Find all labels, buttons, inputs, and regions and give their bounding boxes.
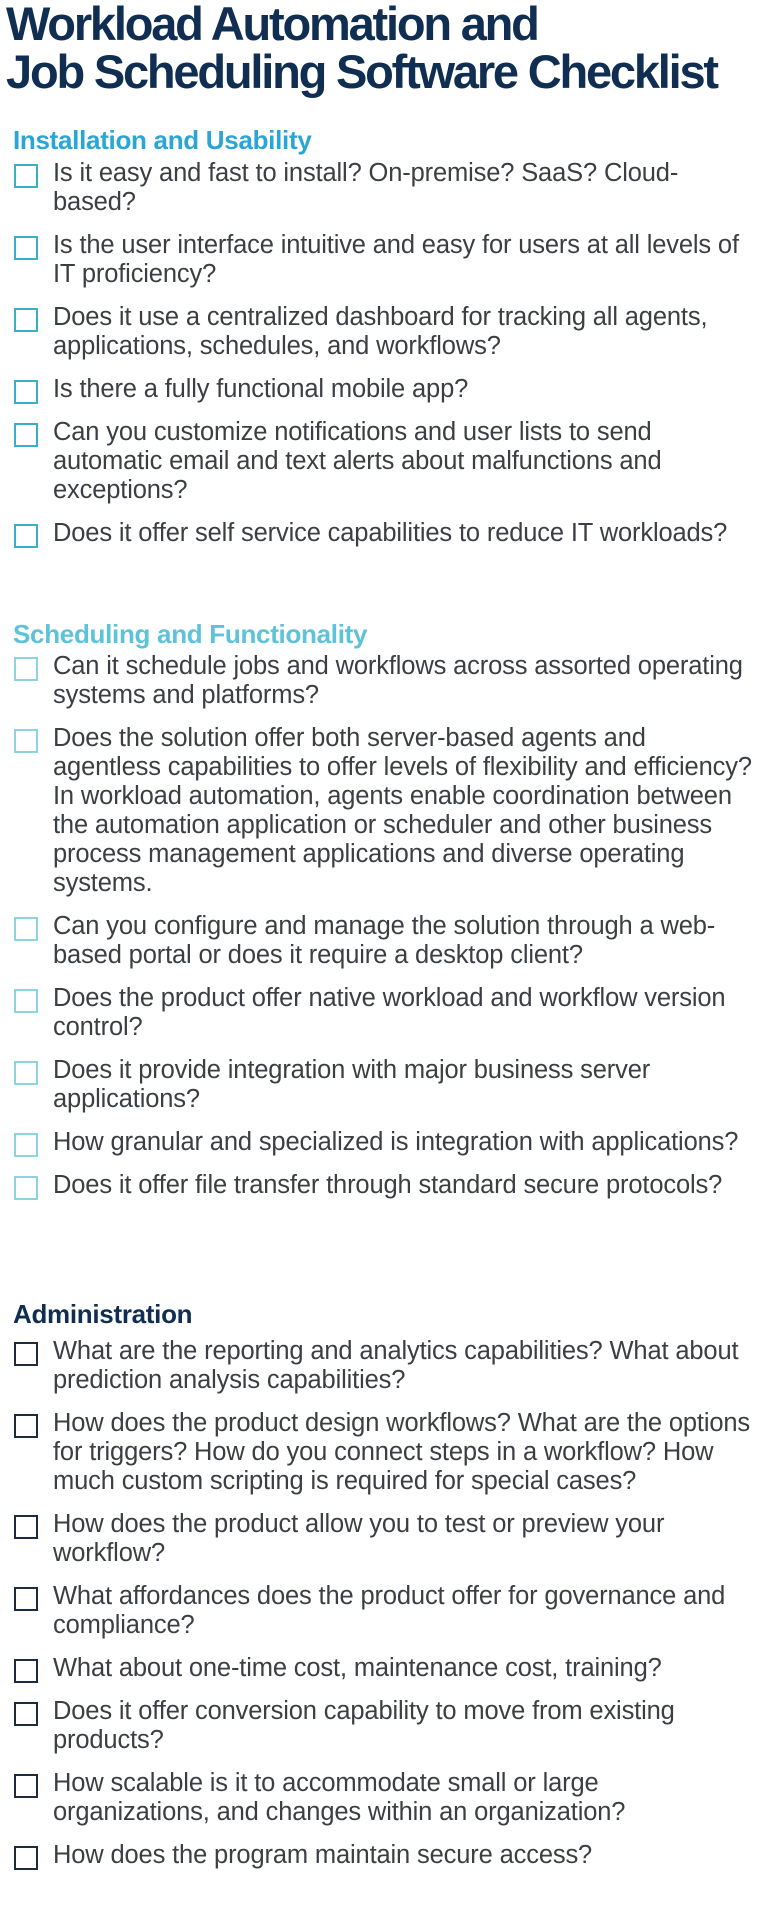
checklist-item <box>0 1128 758 1157</box>
checklist-item-text: Does the solution offer both server-based agents and agentless capabilities to offer levels of flexibility and efficiency? In workload automation, agents enable coordination between the automation application or scheduler and other business process management applications and diverse operating systems. <box>53 724 752 897</box>
section-scheduling-functionality <box>0 619 758 1200</box>
checklist-item-text: How does the product design workflows? What are the options for triggers? How do you connect steps in a workflow? How much custom scripting is required for special cases? <box>53 1409 751 1495</box>
checklist-item-text: What affordances does the product offer for governance and compliance? <box>53 1582 726 1639</box>
checklist-item <box>0 912 758 970</box>
checklist-item <box>0 231 758 289</box>
checkbox[interactable] <box>14 380 38 404</box>
section-heading: Administration <box>13 1299 193 1329</box>
checklist-item-text: Can it schedule jobs and workflows across assorted operating systems and platforms? <box>53 652 743 709</box>
checkbox[interactable] <box>14 1176 38 1200</box>
page-title-line-2: Job Scheduling Software Checklist <box>6 45 717 98</box>
checklist-item <box>0 303 758 361</box>
checklist-item <box>0 1769 758 1827</box>
section-installation-usability <box>0 125 758 548</box>
checklist-item <box>0 1510 758 1568</box>
section-heading: Scheduling and Functionality <box>13 619 368 649</box>
checkbox[interactable] <box>14 1133 38 1157</box>
checkbox[interactable] <box>14 657 38 681</box>
checklist-item-text: Can you customize notifications and user lists to send automatic email and text alerts about malfunctions and exceptions? <box>53 418 662 504</box>
checklist-item <box>0 984 758 1042</box>
checklist-item-text: What are the reporting and analytics capabilities? What about prediction analysis capabilities? <box>53 1337 739 1394</box>
checkbox[interactable] <box>14 1587 38 1611</box>
checkbox[interactable] <box>14 1515 38 1539</box>
checkbox[interactable] <box>14 164 38 188</box>
checklist-item <box>0 1841 758 1870</box>
checklist-item <box>0 1654 758 1683</box>
section-administration <box>0 1299 758 1870</box>
checklist-item <box>0 159 758 217</box>
checkbox[interactable] <box>14 917 38 941</box>
checklist-item <box>0 1337 758 1395</box>
checklist <box>0 159 758 548</box>
section-heading: Installation and Usability <box>13 125 312 155</box>
checklist-item <box>0 1056 758 1114</box>
checkbox[interactable] <box>14 1061 38 1085</box>
checkbox[interactable] <box>14 989 38 1013</box>
checklist-item <box>0 724 758 898</box>
checkbox[interactable] <box>14 1774 38 1798</box>
checkbox[interactable] <box>14 1659 38 1683</box>
page-title-line-1: Workload Automation and <box>6 0 538 50</box>
checklist-item-text: Does it use a centralized dashboard for tracking all agents, applications, schedules, and workflows? <box>53 303 708 360</box>
checklist-item-text: Does it offer conversion capability to move from existing products? <box>53 1697 675 1754</box>
checklist-item <box>0 1697 758 1755</box>
checklist-item <box>0 1409 758 1496</box>
checklist-item-text: Is there a fully functional mobile app? <box>53 375 469 403</box>
checkbox[interactable] <box>14 236 38 260</box>
checklist <box>0 652 758 1200</box>
checklist-item-text: How granular and specialized is integration with applications? <box>53 1128 739 1156</box>
checkbox[interactable] <box>14 524 38 548</box>
page-title <box>0 0 758 96</box>
checklist-item <box>0 375 758 404</box>
checklist-item-text: Does it provide integration with major business server applications? <box>53 1056 651 1113</box>
checklist-item-text: Is the user interface intuitive and easy for users at all levels of IT proficiency? <box>53 231 739 288</box>
checklist-item-text: Does the product offer native workload and workflow version control? <box>53 984 726 1041</box>
checklist-item-text: What about one-time cost, maintenance cost, training? <box>53 1654 662 1682</box>
checklist-item-text: How does the product allow you to test or preview your workflow? <box>53 1510 665 1567</box>
checkbox[interactable] <box>14 1414 38 1438</box>
checklist-item-text: Does it offer file transfer through standard secure protocols? <box>53 1171 723 1199</box>
checklist-item-text: How does the program maintain secure access? <box>53 1841 593 1869</box>
checkbox[interactable] <box>14 1342 38 1366</box>
checkbox[interactable] <box>14 1846 38 1870</box>
checkbox[interactable] <box>14 1702 38 1726</box>
checklist-item <box>0 1582 758 1640</box>
checklist-item <box>0 519 758 548</box>
checklist <box>0 1337 758 1870</box>
checklist-item <box>0 418 758 505</box>
checkbox[interactable] <box>14 308 38 332</box>
checklist-item-text: Does it offer self service capabilities to reduce IT workloads? <box>53 519 728 547</box>
checkbox[interactable] <box>14 729 38 753</box>
checklist-item-text: Can you configure and manage the solution through a web-based portal or does it require a desktop client? <box>53 912 716 969</box>
checklist-item-text: How scalable is it to accommodate small or large organizations, and changes within an organization? <box>53 1769 626 1826</box>
checklist-item <box>0 652 758 710</box>
checkbox[interactable] <box>14 423 38 447</box>
checklist-item <box>0 1171 758 1200</box>
checklist-item-text: Is it easy and fast to install? On-premise? SaaS? Cloud-based? <box>53 159 679 216</box>
